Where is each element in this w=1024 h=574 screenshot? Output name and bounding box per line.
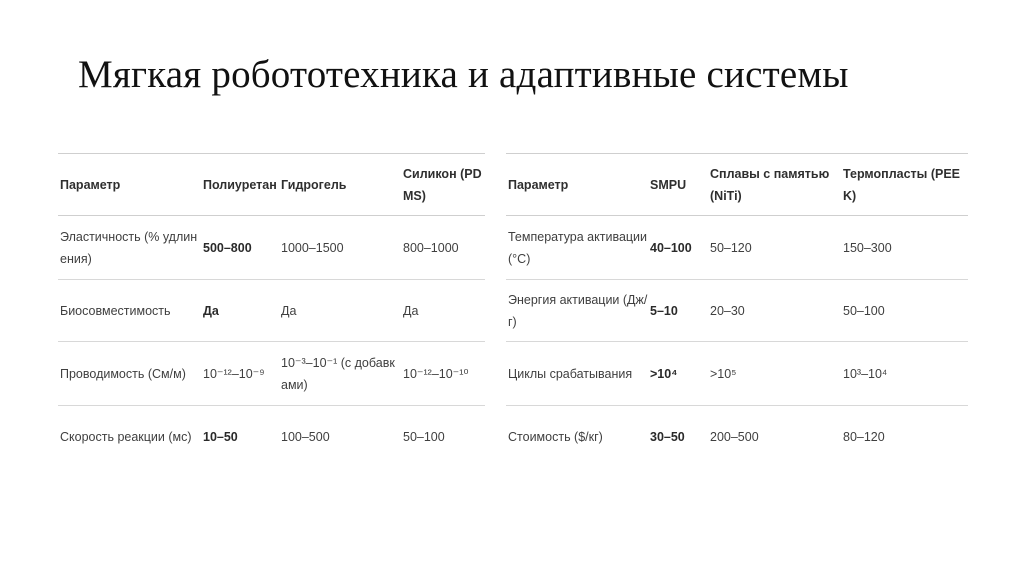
table-cell: 10–50 <box>203 429 238 444</box>
materials-table-left <box>58 153 485 468</box>
column-header: Гидрогель <box>279 154 401 216</box>
table-cell: 1000–1500 <box>279 216 401 280</box>
table-row <box>506 342 968 406</box>
row-label: Стоимость ($/кг) <box>508 429 603 444</box>
table-cell: Да <box>201 280 279 342</box>
table-cell: Да <box>401 280 485 342</box>
table-cell: 150–300 <box>841 216 968 280</box>
materials-table-right <box>506 153 968 468</box>
table-row <box>506 406 968 468</box>
table-header-row <box>58 154 485 216</box>
table-cell: 100–500 <box>281 429 330 444</box>
table-cell: 50–120 <box>708 216 841 280</box>
table-row <box>506 216 968 280</box>
table-row <box>58 216 485 280</box>
table-row <box>58 406 485 468</box>
table-cell: 500–800 <box>201 216 279 280</box>
table-row <box>58 280 485 342</box>
table-cell: >10⁵ <box>708 342 841 406</box>
row-label: Эластичность (% удлинения) <box>58 216 201 280</box>
table-row <box>58 342 485 406</box>
table-cell: 10⁻¹²–10⁻¹⁰ <box>401 342 485 406</box>
row-label: Температура активации (°C) <box>506 216 648 280</box>
table-cell: Да <box>279 280 401 342</box>
column-header: Сплавы с памятью (NiTi) <box>708 154 841 216</box>
table-header-row <box>506 154 968 216</box>
table-cell: 5–10 <box>648 280 708 342</box>
row-label: Скорость реакции (мс) <box>60 429 192 444</box>
row-label: Биосовместимость <box>58 280 201 342</box>
column-header: Параметр <box>58 154 201 216</box>
table-row <box>506 280 968 342</box>
table-cell: 50–100 <box>403 429 445 444</box>
column-header: Полиуретан <box>201 154 279 216</box>
table-cell: 40–100 <box>648 216 708 280</box>
row-label: Циклы срабатывания <box>506 342 648 406</box>
table-cell: 800–1000 <box>401 216 485 280</box>
table-cell: 10³–10⁴ <box>841 342 968 406</box>
table-cell: 80–120 <box>843 429 885 444</box>
table-cell: 10⁻³–10⁻¹ (с добавками) <box>279 342 401 406</box>
column-header: Силикон (PDMS) <box>401 154 485 216</box>
column-header: Параметр <box>506 154 648 216</box>
table-cell: 30–50 <box>650 429 685 444</box>
slide-title: Мягкая робототехника и адаптивные системы <box>78 53 849 96</box>
table-cell: >10⁴ <box>648 342 708 406</box>
column-header: SMPU <box>648 154 708 216</box>
row-label: Энергия активации (Дж/г) <box>506 280 648 342</box>
table-cell: 50–100 <box>841 280 968 342</box>
column-header: Термопласты (PEEK) <box>841 154 968 216</box>
table-cell: 10⁻¹²–10⁻⁹ <box>201 342 279 406</box>
table-cell: 20–30 <box>708 280 841 342</box>
row-label: Проводимость (См/м) <box>58 342 201 406</box>
table-cell: 200–500 <box>710 429 759 444</box>
